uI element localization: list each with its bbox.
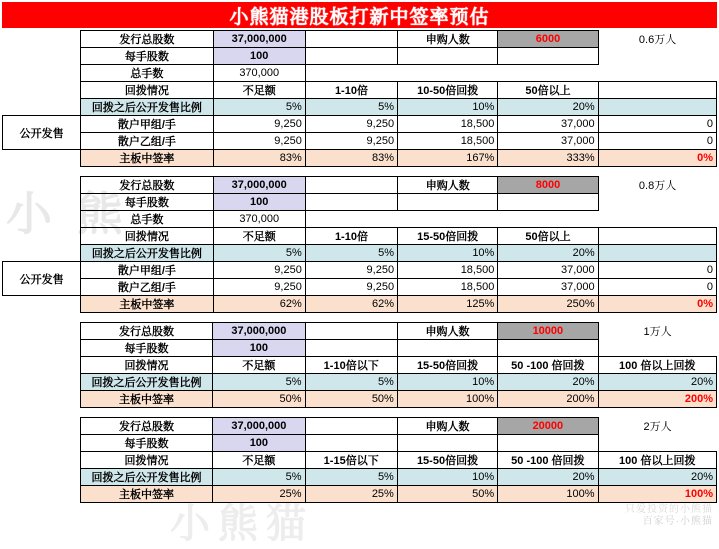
clawback-col-3: 15-50倍回拨	[397, 357, 497, 374]
label-main-rate: 主板中签率	[81, 296, 213, 313]
label-total-shares: 发行总股数	[80, 418, 212, 435]
label-per-lot: 每手股数	[81, 48, 213, 65]
table-row	[2, 486, 717, 503]
block-1	[2, 30, 717, 176]
main-rate-4[interactable]: 100%	[498, 486, 598, 503]
label-group-a: 散户甲组/手	[81, 116, 213, 133]
table-row	[2, 323, 717, 340]
main-rate-2[interactable]: 50%	[305, 391, 397, 408]
label-applicants: 申购人数	[398, 31, 498, 48]
main-rate-3[interactable]: 167%	[398, 150, 498, 167]
clawback-col-1: 不足额	[213, 228, 305, 245]
group-a-1[interactable]: 9,250	[213, 116, 305, 133]
label-total-lots: 总手数	[81, 65, 213, 82]
value-applicants[interactable]: 20000	[498, 418, 598, 435]
main-rate-2[interactable]: 83%	[305, 150, 397, 167]
applicants-note: 1万人	[643, 326, 672, 338]
label-public-ratio: 回拨之后公开发售比例	[81, 99, 213, 116]
label-clawback: 回拨情况	[80, 357, 212, 374]
table-row	[3, 228, 717, 245]
clawback-col-2: 1-10倍	[305, 82, 397, 99]
group-b-2[interactable]: 9,250	[305, 133, 397, 150]
clawback-col-3: 15-50倍回拨	[398, 228, 498, 245]
main-rate-4[interactable]: 200%	[498, 391, 598, 408]
public-ratio-1[interactable]: 5%	[213, 374, 305, 391]
label-group-b: 散户乙组/手	[81, 279, 213, 296]
main-rate-1[interactable]: 62%	[213, 296, 305, 313]
public-ratio-2[interactable]: 5%	[305, 374, 397, 391]
public-ratio-2[interactable]: 5%	[305, 469, 397, 486]
clawback-col-2: 1-10倍	[305, 228, 397, 245]
blank-cell[interactable]	[397, 435, 497, 452]
clawback-col-4: 50倍以上	[498, 228, 598, 245]
label-public-ratio: 回拨之后公开发售比例	[80, 469, 212, 486]
main-rate-1[interactable]: 83%	[213, 150, 305, 167]
main-rate-3[interactable]: 50%	[397, 486, 497, 503]
table-row	[3, 65, 717, 82]
value-total-shares[interactable]: 37,000,000	[213, 31, 305, 48]
public-ratio-2[interactable]: 5%	[305, 99, 397, 116]
label-group-b: 散户乙组/手	[81, 133, 213, 150]
public-ratio-5[interactable]	[598, 99, 716, 116]
blank-cell[interactable]	[305, 177, 397, 194]
label-applicants: 申购人数	[398, 177, 498, 194]
clawback-col-5	[598, 228, 716, 245]
label-per-lot: 每手股数	[80, 340, 212, 357]
applicants-note: 0.6万人	[638, 34, 677, 46]
value-total-shares[interactable]: 37,000,000	[213, 323, 305, 340]
main-rate-2[interactable]: 25%	[305, 486, 397, 503]
blank-cell[interactable]	[305, 194, 397, 211]
value-applicants[interactable]: 8000	[498, 177, 598, 194]
label-total-shares: 发行总股数	[81, 177, 213, 194]
public-ratio-5[interactable]: 20%	[598, 374, 716, 391]
table-row	[3, 194, 717, 211]
blank-cell[interactable]	[305, 435, 397, 452]
watermark-corner-2: 百家号·小熊猫	[642, 516, 713, 527]
table-row	[3, 177, 717, 194]
label-clawback: 回拨情况	[80, 452, 212, 469]
label-main-rate: 主板中签率	[80, 391, 212, 408]
group-a-2[interactable]: 9,250	[305, 262, 397, 279]
table-row	[3, 82, 717, 99]
group-b-3[interactable]: 18,500	[398, 133, 498, 150]
row-spacer	[3, 313, 717, 323]
table-row	[3, 211, 717, 228]
clawback-col-2: 1-15倍以下	[305, 452, 397, 469]
label-public-offer: 公开发售	[3, 262, 81, 296]
clawback-col-2: 1-10倍以下	[305, 357, 397, 374]
blank-cell[interactable]	[398, 48, 498, 65]
value-per-lot[interactable]: 100	[213, 48, 305, 65]
group-b-4[interactable]: 37,000	[498, 279, 598, 296]
row-spacer	[2, 408, 717, 418]
blank-cell[interactable]	[305, 323, 397, 340]
blank-cell[interactable]	[498, 340, 598, 357]
clawback-col-5: 100 倍以上回拨	[598, 452, 716, 469]
clawback-col-3: 15-50倍回拨	[397, 452, 497, 469]
main-rate-1[interactable]: 50%	[213, 391, 305, 408]
table-row	[2, 374, 717, 391]
table-row	[2, 452, 717, 469]
table-row	[3, 133, 717, 150]
main-rate-4[interactable]: 250%	[498, 296, 598, 313]
main-rate-5[interactable]: 200%	[598, 391, 716, 408]
table-row	[2, 435, 717, 452]
main-rate-5[interactable]: 0%	[598, 150, 716, 167]
table-row	[3, 296, 717, 313]
group-b-1[interactable]: 9,250	[213, 279, 305, 296]
group-a-5[interactable]: 0	[598, 116, 716, 133]
table-row	[3, 245, 717, 262]
group-b-5[interactable]: 0	[598, 279, 716, 296]
label-main-rate: 主板中签率	[80, 486, 212, 503]
value-per-lot[interactable]: 100	[213, 435, 305, 452]
public-ratio-4[interactable]: 20%	[498, 469, 598, 486]
public-ratio-2[interactable]: 5%	[305, 245, 397, 262]
blank-cell[interactable]	[305, 340, 397, 357]
table-row	[3, 31, 717, 48]
group-a-1[interactable]: 9,250	[213, 262, 305, 279]
public-ratio-1[interactable]: 5%	[213, 99, 305, 116]
value-applicants[interactable]: 10000	[498, 323, 598, 340]
blank-cell[interactable]	[498, 435, 598, 452]
group-a-3[interactable]: 18,500	[398, 262, 498, 279]
label-per-lot: 每手股数	[80, 435, 212, 452]
watermark-corner-1: 只爱投资的小熊猫	[625, 504, 713, 515]
table-row	[2, 418, 717, 435]
table-row	[3, 262, 717, 279]
label-clawback: 回拨情况	[81, 228, 213, 245]
group-b-5[interactable]: 0	[598, 133, 716, 150]
public-ratio-3[interactable]: 10%	[397, 469, 497, 486]
clawback-col-3: 10-50倍回拨	[398, 82, 498, 99]
table-row	[3, 150, 717, 167]
table-row	[2, 340, 717, 357]
value-total-lots[interactable]: 370,000	[213, 65, 305, 82]
group-a-4[interactable]: 37,000	[498, 262, 598, 279]
clawback-col-5: 100 倍以上回拨	[598, 357, 716, 374]
table-row	[3, 99, 717, 116]
public-ratio-5[interactable]	[598, 245, 716, 262]
label-main-rate: 主板中签率	[81, 150, 213, 167]
label-public-ratio: 回拨之后公开发售比例	[80, 374, 212, 391]
clawback-col-1: 不足额	[213, 357, 305, 374]
group-b-3[interactable]: 18,500	[398, 279, 498, 296]
blank-cell[interactable]	[305, 31, 397, 48]
public-ratio-4[interactable]: 20%	[498, 99, 598, 116]
block-3	[2, 322, 717, 417]
public-ratio-4[interactable]: 20%	[498, 245, 598, 262]
clawback-col-4: 50 -100 倍回拨	[498, 452, 598, 469]
group-a-5[interactable]: 0	[598, 262, 716, 279]
clawback-col-5	[598, 82, 716, 99]
label-clawback: 回拨情况	[81, 82, 213, 99]
group-a-4[interactable]: 37,000	[498, 116, 598, 133]
clawback-col-1: 不足额	[213, 452, 305, 469]
table-row	[3, 116, 717, 133]
watermark-mid: 小熊猫	[170, 502, 314, 546]
table-row	[3, 279, 717, 296]
group-a-3[interactable]: 18,500	[398, 116, 498, 133]
value-per-lot[interactable]: 100	[213, 194, 305, 211]
public-ratio-1[interactable]: 5%	[213, 469, 305, 486]
value-applicants[interactable]: 6000	[498, 31, 598, 48]
blank-cell[interactable]	[498, 194, 598, 211]
blank-cell[interactable]	[305, 48, 397, 65]
label-total-shares: 发行总股数	[80, 323, 212, 340]
label-public-offer: 公开发售	[3, 116, 81, 150]
public-ratio-3[interactable]: 10%	[398, 99, 498, 116]
label-total-shares: 发行总股数	[81, 31, 213, 48]
public-ratio-4[interactable]: 20%	[498, 374, 598, 391]
table-row	[2, 391, 717, 408]
group-b-2[interactable]: 9,250	[305, 279, 397, 296]
group-b-4[interactable]: 37,000	[498, 133, 598, 150]
spreadsheet	[0, 2, 719, 503]
label-applicants: 申购人数	[397, 418, 497, 435]
main-rate-2[interactable]: 62%	[305, 296, 397, 313]
page-title-text: 小熊猫港股板打新中签率预估	[229, 6, 490, 28]
label-per-lot: 每手股数	[81, 194, 213, 211]
value-total-shares[interactable]: 37,000,000	[213, 177, 305, 194]
block-2	[2, 176, 717, 322]
blank-cell[interactable]	[305, 418, 397, 435]
public-ratio-5[interactable]: 20%	[598, 469, 716, 486]
label-group-a: 散户甲组/手	[81, 262, 213, 279]
group-a-2[interactable]: 9,250	[305, 116, 397, 133]
value-total-lots[interactable]: 370,000	[213, 211, 305, 228]
value-per-lot[interactable]: 100	[213, 340, 305, 357]
row-spacer	[3, 167, 717, 177]
value-total-shares[interactable]: 37,000,000	[213, 418, 305, 435]
main-rate-5[interactable]: 100%	[598, 486, 716, 503]
applicants-note: 0.8万人	[638, 180, 677, 192]
main-rate-3[interactable]: 100%	[397, 391, 497, 408]
label-total-lots: 总手数	[81, 211, 213, 228]
public-ratio-1[interactable]: 5%	[213, 245, 305, 262]
watermark-big: 小 熊	[6, 188, 129, 240]
table-row	[2, 469, 717, 486]
main-rate-5[interactable]: 0%	[598, 296, 716, 313]
public-ratio-3[interactable]: 10%	[398, 245, 498, 262]
blank-cell[interactable]	[398, 194, 498, 211]
clawback-col-1: 不足额	[213, 82, 305, 99]
public-ratio-3[interactable]: 10%	[397, 374, 497, 391]
table-row	[2, 357, 717, 374]
clawback-col-4: 50 -100 倍回拨	[498, 357, 598, 374]
blank-cell[interactable]	[397, 340, 497, 357]
group-b-1[interactable]: 9,250	[213, 133, 305, 150]
label-applicants: 申购人数	[397, 323, 497, 340]
label-public-ratio: 回拨之后公开发售比例	[81, 245, 213, 262]
blank-cell[interactable]	[498, 48, 598, 65]
main-rate-3[interactable]: 125%	[398, 296, 498, 313]
block-4	[2, 417, 717, 503]
main-rate-4[interactable]: 333%	[498, 150, 598, 167]
page-title	[2, 2, 717, 28]
main-rate-1[interactable]: 25%	[213, 486, 305, 503]
clawback-col-4: 50倍以上	[498, 82, 598, 99]
applicants-note: 2万人	[643, 421, 672, 433]
table-row	[3, 48, 717, 65]
